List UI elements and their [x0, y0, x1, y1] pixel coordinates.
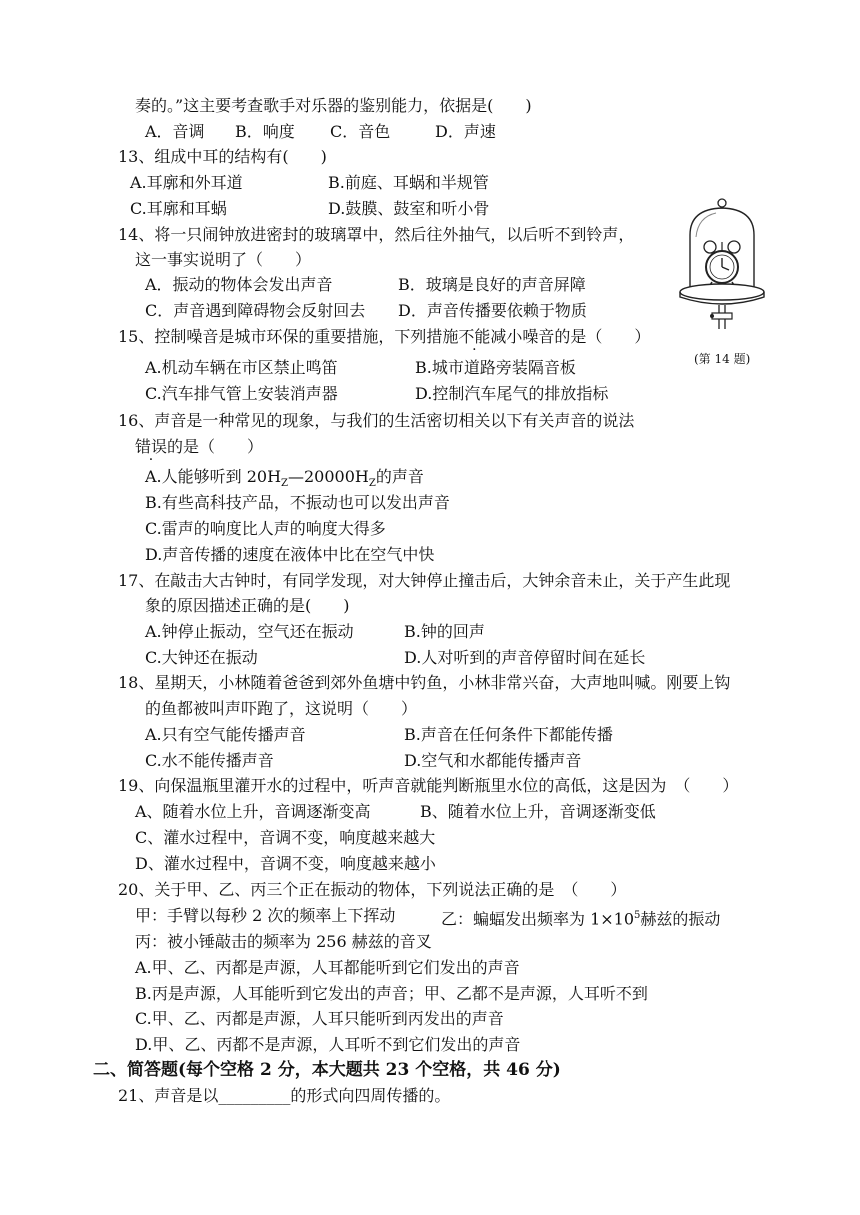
q19-option-a: A、随着水位上升，音调逐渐变高: [135, 802, 371, 821]
q20-yi-pre: 乙：蝙蝠发出频率为 1×10: [441, 909, 635, 929]
q16-stem-line-2: [135, 436, 263, 458]
q20-yi-post: 赫兹的振动: [640, 909, 721, 929]
q16-option-a-sub1: Z: [281, 478, 288, 490]
q20-stem: 20、关于甲、乙、丙三个正在振动的物体，下列说法正确的是 （ ）: [118, 880, 627, 899]
q15-stem-emphasis: 不能: [458, 327, 491, 346]
q16-option-a-mid: —20000H: [288, 467, 369, 486]
q17-stem-line-1: 17、在敲击大古钟时，有同学发现，对大钟停止撞击后，大钟余音未止，关于产生此现: [118, 571, 731, 590]
q19-option-b: B、随着水位上升，音调逐渐变低: [420, 802, 656, 821]
q16-stem-line-1: 16、声音是一种常见的现象，与我们的生活密切相关以下有关声音的说法: [118, 411, 635, 430]
q15-option-b: B.城市道路旁装隔音板: [415, 358, 576, 377]
q20-option-d: D.甲、乙、丙都不是声源，人耳听不到它们发出的声音: [135, 1035, 521, 1054]
q15-option-c: C.汽车排气管上安装消声器: [145, 384, 338, 403]
q13-option-c: C.耳廓和耳蜗: [130, 199, 227, 218]
q20-option-c: C.甲、乙、丙都是声源，人耳只能听到丙发出的声音: [135, 1009, 504, 1028]
q20-jia: 甲：手臂以每秒 2 次的频率上下挥动: [135, 906, 396, 925]
q15-stem: [118, 326, 650, 348]
q14-option-c: C．声音遇到障碍物会反射回去: [145, 301, 366, 320]
q16-stem-emphasis: 错误: [135, 437, 168, 456]
figure-caption: (第 14 题): [694, 352, 751, 366]
q12-stem-line: 奏的。”这主要考查歌手对乐器的鉴别能力，依据是( ): [135, 96, 532, 115]
q13-stem: 13、组成中耳的结构有( ): [118, 147, 327, 166]
q18-option-c: C.水不能传播声音: [145, 751, 274, 770]
q18-option-d: D.空气和水都能传播声音: [404, 751, 582, 770]
q16-option-c: C.雷声的响度比人声的响度大得多: [145, 519, 386, 538]
q14-option-a: A．振动的物体会发出声音: [145, 275, 333, 294]
q19-option-c: C、灌水过程中，音调不变，响度越来越大: [135, 828, 436, 847]
q13-option-d: D.鼓膜、鼓室和听小骨: [328, 199, 490, 218]
q17-option-a: A.钟停止振动，空气还在振动: [145, 622, 354, 641]
q20-yi: [441, 905, 720, 927]
q17-option-b: B.钟的回声: [404, 622, 485, 641]
q16-stem-post: 的是（ ）: [167, 437, 264, 456]
q15-stem-post: 减小噪音的是（ ）: [490, 327, 651, 346]
q17-option-d: D.人对听到的声音停留时间在延长: [404, 648, 646, 667]
section-heading: 二、简答题(每个空格 2 分，本大题共 23 个空格，共 46 分): [93, 1060, 561, 1080]
q17-stem-line-2: 象的原因描述正确的是( ): [145, 596, 350, 615]
q18-option-a: A.只有空气能传播声音: [145, 725, 306, 744]
q19-option-d: D、灌水过程中，音调不变，响度越来越小: [135, 854, 436, 873]
q14-stem-line-1: 14、将一只闹钟放进密封的玻璃罩中，然后往外抽气，以后听不到铃声，: [118, 225, 635, 244]
q18-stem-line-2: 的鱼都被叫声吓跑了，这说明（ ）: [145, 699, 418, 718]
q20-option-b: B.丙是声源，人耳能听到它发出的声音；甲、乙都不是声源，人耳听不到: [135, 984, 648, 1003]
q15-option-a: A.机动车辆在市区禁止鸣笛: [145, 358, 338, 377]
q16-option-b: B.有些高科技产品，不振动也可以发出声音: [145, 493, 450, 512]
q14-option-b: B．玻璃是良好的声音屏障: [398, 275, 586, 294]
q12-option-d: D．声速: [435, 122, 496, 141]
q18-option-b: B.声音在任何条件下都能传播: [404, 725, 613, 744]
q20-yi-sup: 5: [634, 910, 641, 921]
q16-option-a-post: 的声音: [375, 467, 424, 486]
q13-option-a: A.耳廓和外耳道: [130, 173, 243, 192]
q20-option-a: A.甲、乙、丙都是声源，人耳都能听到它们发出的声音: [135, 958, 520, 977]
q20-bing: 丙：被小锤敲击的频率为 256 赫兹的音叉: [135, 932, 432, 951]
q18-stem-line-1: 18、星期天，小林随着爸爸到郊外鱼塘中钓鱼，小林非常兴奋，大声地叫喊。刚要上钩: [118, 673, 731, 692]
q14-option-d: D．声音传播要依赖于物质: [398, 301, 587, 320]
q12-option-a: A．音调: [145, 122, 205, 141]
q13-option-b: B.前庭、耳蜗和半规管: [328, 173, 489, 192]
q17-option-c: C.大钟还在振动: [145, 648, 258, 667]
q15-option-d: D.控制汽车尾气的排放指标: [415, 384, 609, 403]
q12-option-c: C．音色: [330, 122, 391, 141]
q16-option-a-sub2: Z: [368, 478, 376, 490]
q15-stem-pre: 15、控制噪音是城市环保的重要措施，下列措施: [118, 327, 459, 346]
q19-stem: 19、向保温瓶里灌开水的过程中，听声音就能判断瓶里水位的高低，这是因为 （ ）: [118, 776, 739, 795]
q16-option-a-pre: A.人能够听到 20H: [145, 467, 282, 486]
bell-jar-alarm-clock-figure: [672, 195, 772, 345]
q21-stem: 21、声音是以_________的形式向四周传播的。: [118, 1086, 451, 1105]
q14-stem-line-2: 这一事实说明了（ ）: [135, 250, 312, 269]
q12-option-b: B．响度: [235, 122, 295, 141]
q16-option-a: [145, 466, 424, 488]
q16-option-d: D.声音传播的速度在液体中比在空气中快: [145, 545, 435, 564]
